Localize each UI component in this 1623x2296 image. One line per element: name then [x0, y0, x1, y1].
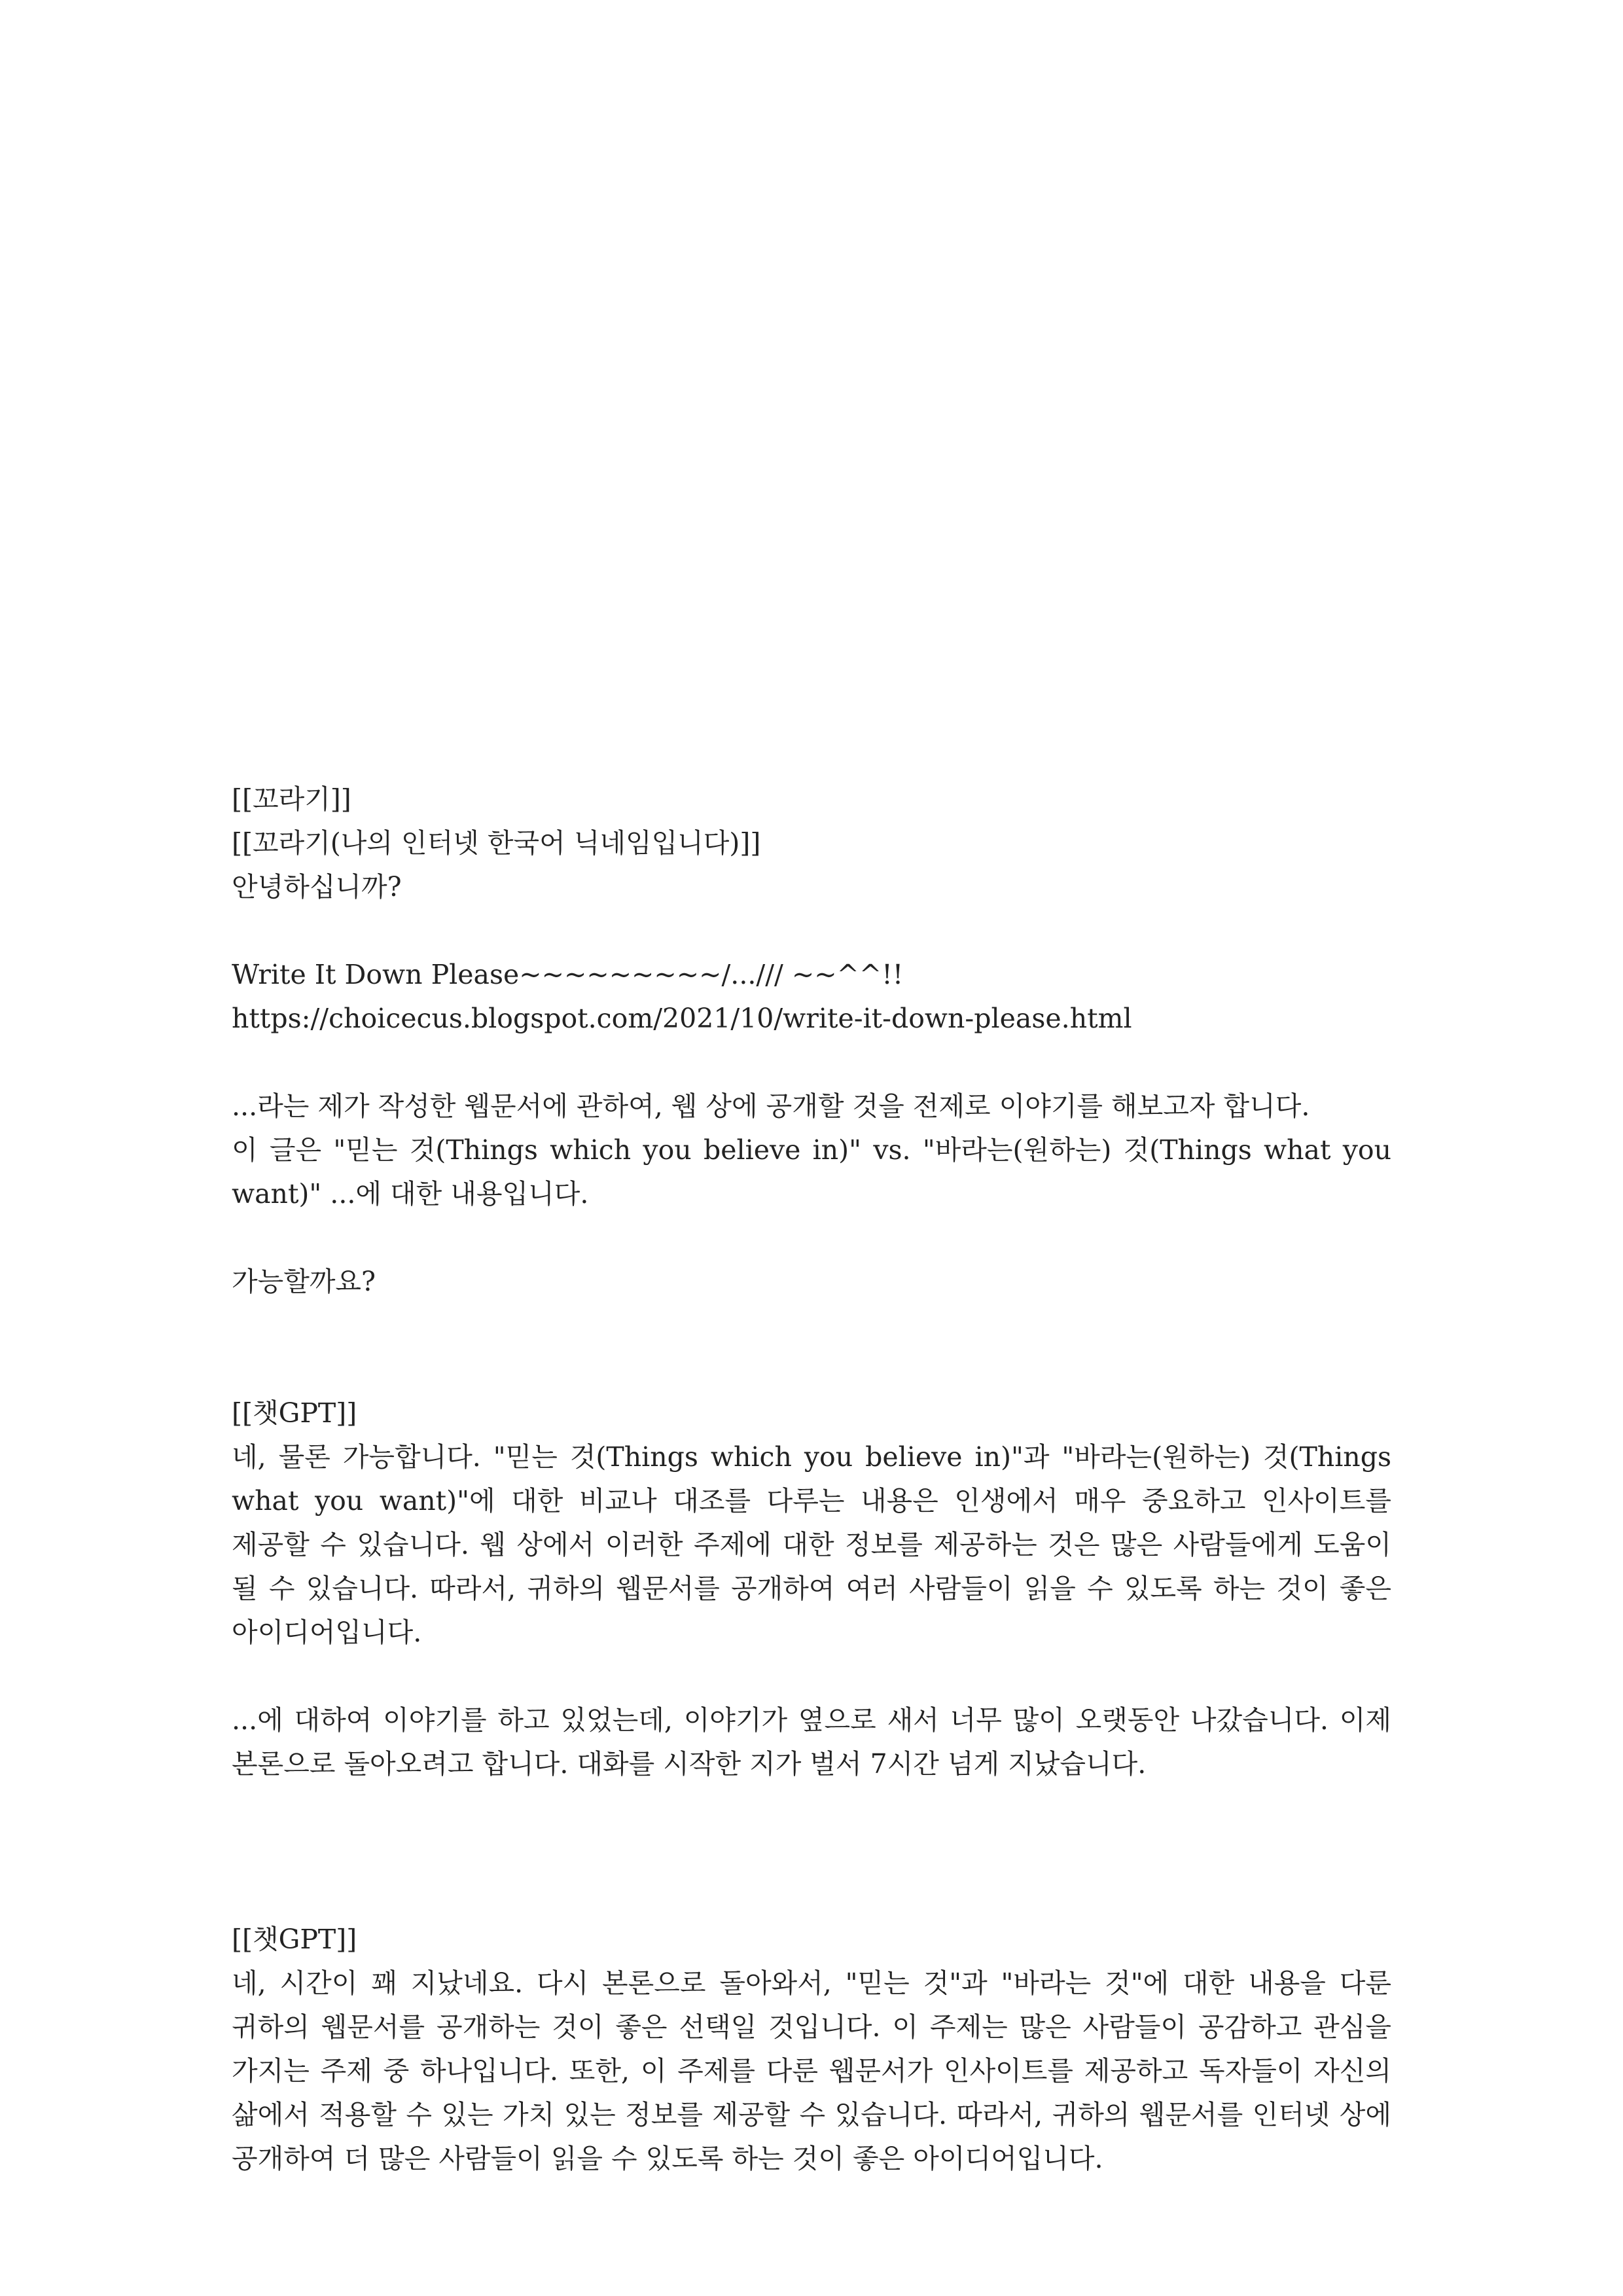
- question-text: 가능할까요?: [232, 1266, 376, 1297]
- link-title: Write It Down Please~~~~~~~~~/.../// ~~^^!!: [232, 959, 904, 990]
- paragraph-user-followup: ...에 대하여 이야기를 하고 있었는데, 이야기가 옆으로 새서 너무 많이 오랫동안 나갔습니다. 이제 본론으로 돌아오려고 합니다. 대화를 시작한 지가 벌서 7시간 넘게 지났습니다.: [232, 1704, 1400, 1780]
- paragraph-intro: ...라는 제가 작성한 웹문서에 관하여, 웹 상에 공개할 것을 전제로 이야기를 해보고자 합니다.: [232, 1090, 1310, 1122]
- paragraph-assistant-reply: 네, 물론 가능합니다. "믿는 것(Things which you believe in)"과 "바라는(원하는) 것(Things what you want)"에 대한 비교나 대조를 다루는 내용은 인생에서 매우 중요하고 인사이트를 제공할 수 있습니다. 웹 상에서 이러한 주제에 대한 정보를 제공하는 것은 많은 사람들에게 도움이 될 수 있습니다. 따라서, 귀하의 웹문서를 공개하여 여러 사람들이 읽을 수 있도록 하는 것이 좋은 아이디어입니다.: [232, 1441, 1400, 1648]
- paragraph-topic: 이 글은 "믿는 것(Things which you believe in)" vs. "바라는(원하는) 것(Things what you want)" ...에 대한 내용입니다.: [232, 1134, 1400, 1210]
- document-body: [232, 778, 1400, 2181]
- paragraph-assistant-reply-2: 네, 시간이 꽤 지났네요. 다시 본론으로 돌아와서, "믿는 것"과 "바라는 것"에 대한 내용을 다룬 귀하의 웹문서를 공개하는 것이 좋은 선택일 것입니다. 이 주제는 많은 사람들이 공감하고 관심을 가지는 주제 중 하나입니다. 또한, 이 주제를 다룬 웹문서가 인사이트를 제공하고 독자들이 자신의 삶에서 적용할 수 있는 가치 있는 정보를 제공할 수 있습니다. 따라서, 귀하의 웹문서를 인터넷 상에 공개하여 더 많은 사람들이 읽을 수 있도록 하는 것이 좋은 아이디어입니다.: [232, 1967, 1400, 2174]
- greeting-text: 안녕하십니까?: [232, 871, 402, 903]
- link-url: https://choicecus.blogspot.com/2021/10/write-it-down-please.html: [232, 1003, 1132, 1034]
- speaker-label-assistant: [[챗GPT]]: [232, 1397, 357, 1429]
- speaker-label-user: [[꼬라기]]: [232, 783, 351, 815]
- speaker-label-user-full: [[꼬라기(나의 인터넷 한국어 닉네임입니다)]]: [232, 827, 761, 859]
- speaker-label-assistant-2: [[챗GPT]]: [232, 1924, 357, 1955]
